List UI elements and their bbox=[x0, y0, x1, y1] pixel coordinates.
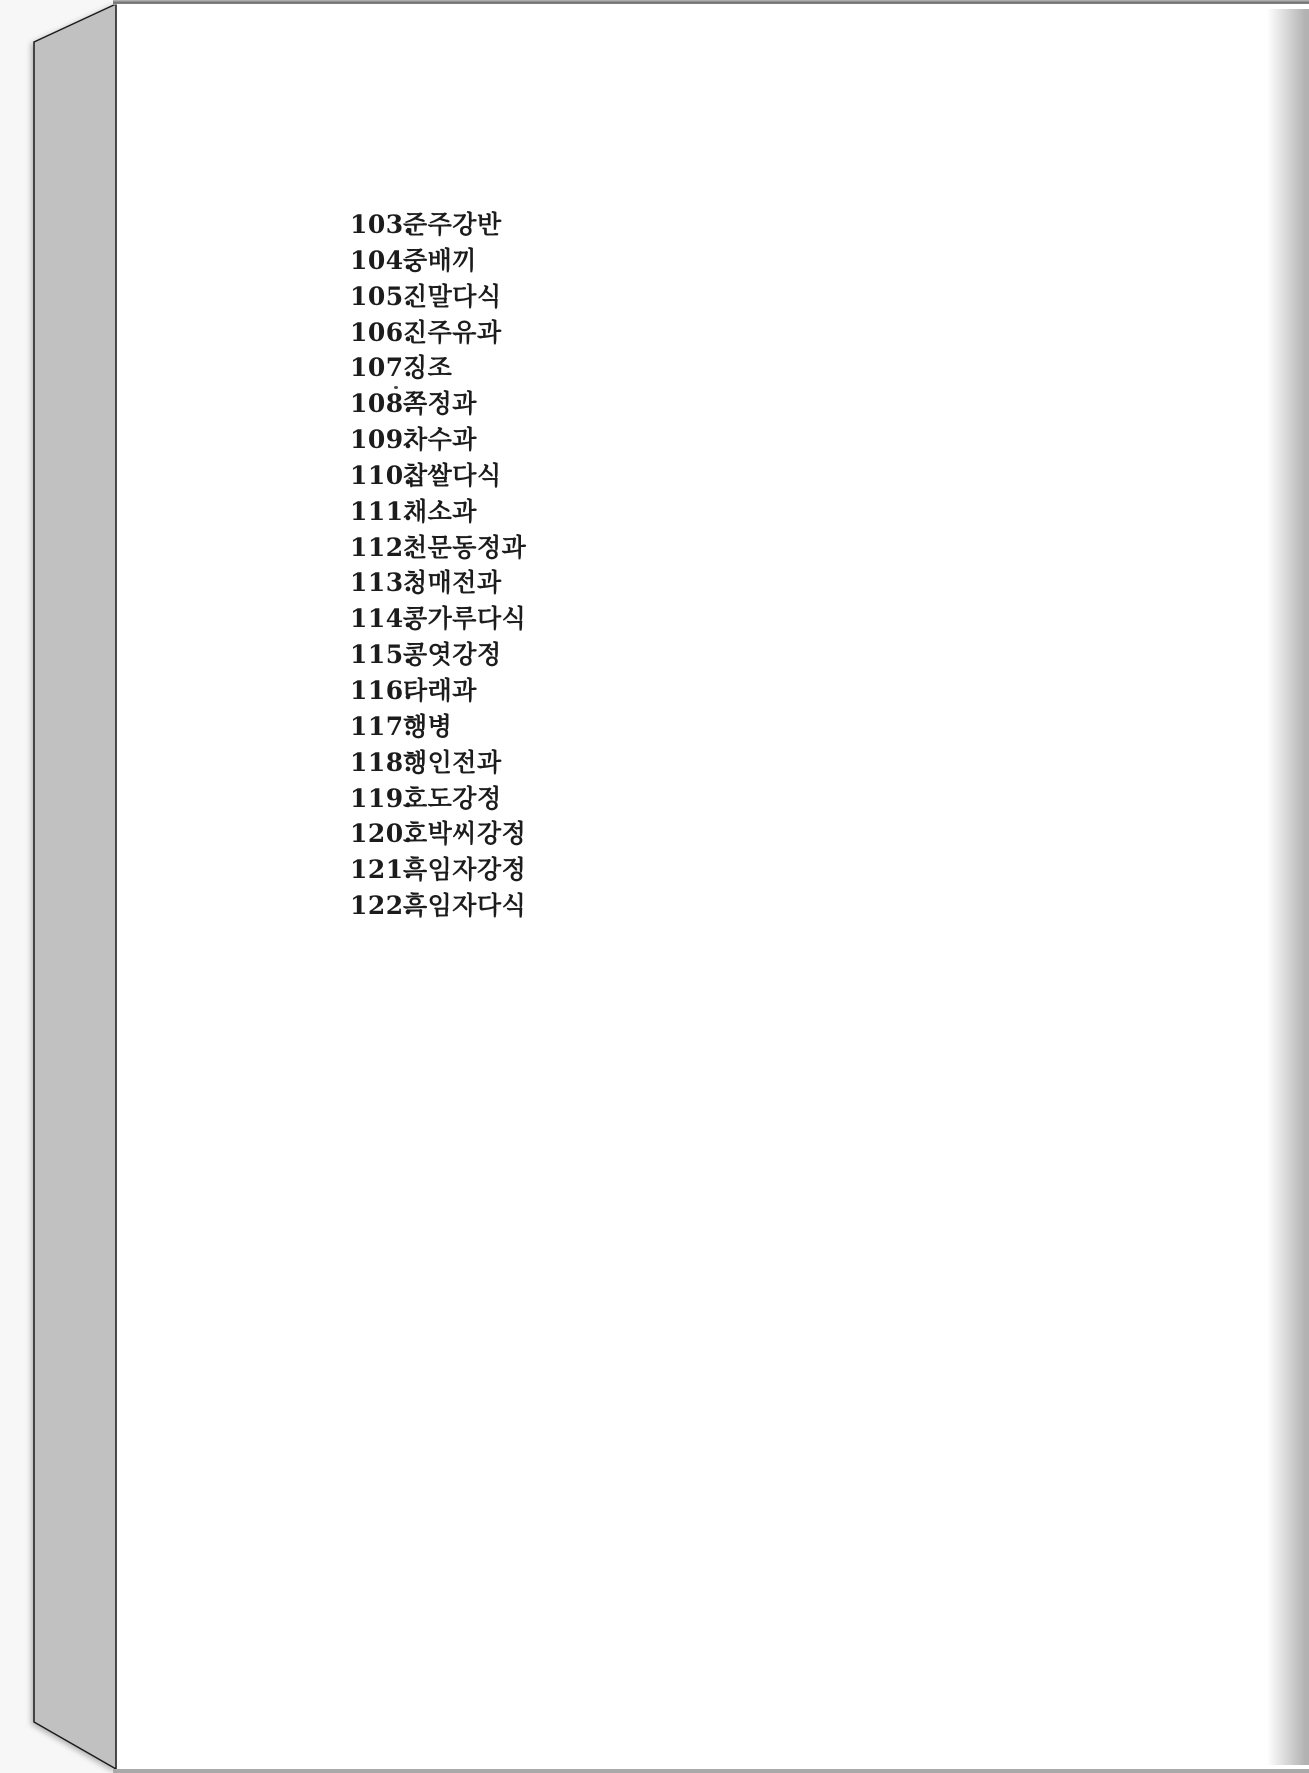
scan-artifact-dot bbox=[394, 386, 398, 389]
toc-entry bbox=[350, 279, 526, 315]
toc-entry-number: 117. bbox=[350, 711, 413, 741]
toc-entry bbox=[350, 637, 526, 673]
toc-entry-title: 준주강반 bbox=[403, 210, 502, 239]
toc-entry-number: 103. bbox=[350, 210, 413, 239]
toc-entry-number: 106. bbox=[350, 317, 413, 347]
toc-entry bbox=[350, 888, 526, 924]
toc-entry-title: 쪽정과 bbox=[403, 389, 477, 419]
toc-entry-title: 행인전과 bbox=[403, 747, 502, 777]
toc-entry-title: 흑임자강정 bbox=[403, 855, 527, 885]
toc-entry bbox=[350, 243, 526, 279]
toc-entry-title: 천문동정과 bbox=[403, 532, 527, 562]
toc-entry bbox=[350, 458, 526, 494]
toc-entry-title: 콩엿강정 bbox=[403, 640, 502, 670]
toc-entry-title: 흑임자다식 bbox=[403, 891, 527, 921]
toc-entry bbox=[350, 350, 526, 386]
toc-entry bbox=[350, 494, 526, 530]
toc-entry-number: 111. bbox=[350, 496, 413, 526]
toc-entry-number: 114. bbox=[350, 604, 413, 634]
toc-entry bbox=[350, 709, 526, 745]
toc-entry-title: 채소과 bbox=[403, 496, 477, 526]
toc-entry-number: 116. bbox=[350, 675, 413, 705]
toc-entry-number: 108. bbox=[350, 389, 413, 419]
book-page bbox=[117, 4, 1309, 1769]
toc-entry-number: 112. bbox=[350, 532, 413, 562]
toc-entry-title: 콩가루다식 bbox=[403, 604, 527, 634]
toc-entry-title: 진말다식 bbox=[403, 281, 502, 311]
toc-entry bbox=[350, 673, 526, 709]
toc-entry-number: 105. bbox=[350, 281, 413, 311]
page-block-side-shape bbox=[34, 4, 116, 1769]
toc-entry-number: 110. bbox=[350, 460, 413, 490]
toc-entry-title: 진주유과 bbox=[403, 317, 502, 347]
toc-entry-title: 호도강정 bbox=[403, 783, 502, 813]
toc-entry-title: 중배끼 bbox=[403, 245, 477, 275]
toc-entry-number: 113. bbox=[350, 568, 413, 598]
toc-entry-number: 109. bbox=[350, 425, 413, 455]
toc-entry bbox=[350, 315, 526, 351]
toc-entry-number: 104. bbox=[350, 245, 413, 275]
toc-entry-title: 차수과 bbox=[403, 425, 477, 455]
toc-entry bbox=[350, 565, 526, 601]
toc-entry-title: 청매전과 bbox=[403, 568, 502, 598]
toc-entry bbox=[350, 852, 526, 888]
toc-entry bbox=[350, 386, 526, 422]
toc-entry-number: 115. bbox=[350, 640, 413, 670]
toc-entry bbox=[350, 816, 526, 852]
toc-entry-number: 121. bbox=[350, 855, 413, 885]
toc-entry bbox=[350, 207, 526, 243]
toc-entry-number: 122. bbox=[350, 891, 413, 921]
table-of-contents bbox=[350, 207, 526, 924]
book-bottom-edge bbox=[113, 1769, 1309, 1773]
toc-entry-title: 징조 bbox=[403, 353, 453, 383]
toc-entry bbox=[350, 745, 526, 781]
toc-entry bbox=[350, 530, 526, 566]
toc-entry bbox=[350, 601, 526, 637]
toc-entry bbox=[350, 422, 526, 458]
toc-entry-number: 119. bbox=[350, 783, 413, 813]
toc-entry-title: 타래과 bbox=[403, 675, 477, 705]
toc-entry-number: 120. bbox=[350, 819, 413, 849]
toc-entry-number: 118. bbox=[350, 747, 413, 777]
toc-entry-number: 107. bbox=[350, 353, 413, 383]
toc-entry-title: 호박씨강정 bbox=[403, 819, 527, 849]
book-right-fore-edge bbox=[1267, 9, 1309, 1765]
toc-entry-title: 행병 bbox=[403, 711, 453, 741]
toc-entry bbox=[350, 781, 526, 817]
toc-entry-title: 찹쌀다식 bbox=[403, 460, 502, 490]
